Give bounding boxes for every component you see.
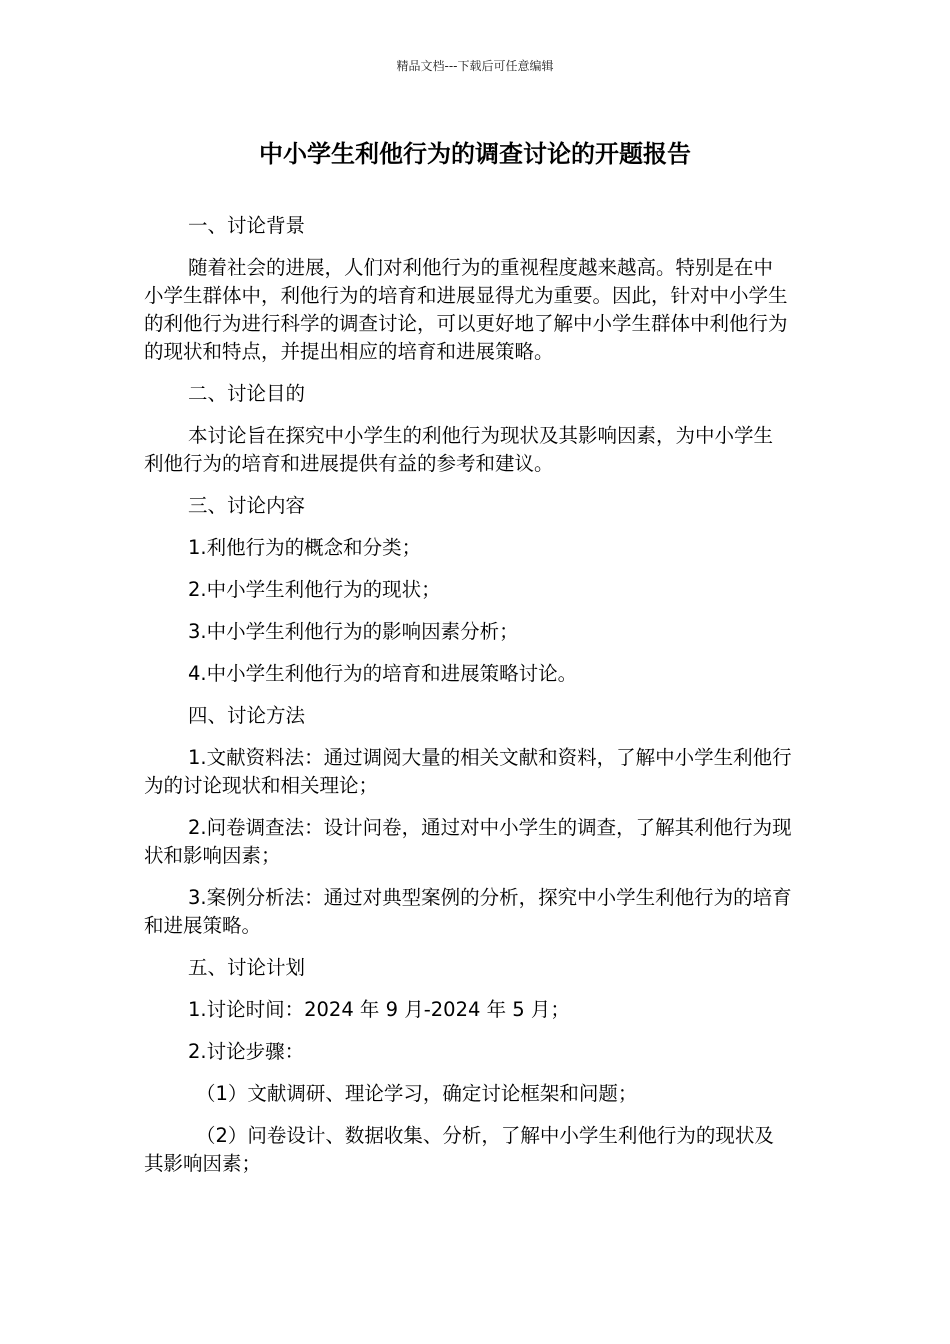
- section-heading-purpose: 二、讨论目的: [188, 382, 306, 405]
- list-item-content-1: 1.利他行为的概念和分类；: [188, 536, 422, 559]
- list-item-method-3: 3.案例分析法：通过对典型案例的分析，探究中小学生利他行为的培育和进展策略。: [144, 886, 792, 937]
- list-item-step-2: （2）问卷设计、数据收集、分析，了解中小学生利他行为的现状及其影响因素；: [144, 1124, 774, 1175]
- document-title: 中小学生利他行为的调查讨论的开题报告: [259, 140, 691, 168]
- list-item-step-1: （1）文献调研、理论学习，确定讨论框架和问题；: [196, 1082, 638, 1105]
- list-item-method-2: 2.问卷调查法：设计问卷，通过对中小学生的调查，了解其利他行为现状和影响因素；: [144, 816, 792, 867]
- list-item-plan-2: 2.讨论步骤：: [188, 1040, 305, 1063]
- paragraph-background: 随着社会的进展，人们对利他行为的重视程度越来越高。特别是在中小学生群体中，利他行为的培育和进展显得尤为重要。因此，针对中小学生的利他行为进行科学的调查讨论，可以更好地了解中小学生群体中利他行为的现状和特点，并提出相应的培育和进展策略。: [144, 256, 788, 363]
- list-item-content-2: 2.中小学生利他行为的现状；: [188, 578, 441, 601]
- section-heading-background: 一、讨论背景: [188, 214, 306, 237]
- section-heading-methods: 四、讨论方法: [188, 704, 306, 727]
- list-item-content-4: 4.中小学生利他行为的培育和进展策略讨论。: [188, 662, 578, 685]
- section-heading-content: 三、讨论内容: [188, 494, 306, 517]
- list-item-content-3: 3.中小学生利他行为的影响因素分析；: [188, 620, 519, 643]
- document-body: [144, 212, 792, 1192]
- paragraph-purpose: 本讨论旨在探究中小学生的利他行为现状及其影响因素，为中小学生利他行为的培育和进展提供有益的参考和建议。: [144, 424, 774, 475]
- list-item-method-1: 1.文献资料法：通过调阅大量的相关文献和资料，了解中小学生利他行为的讨论现状和相关理论；: [144, 746, 792, 797]
- list-item-plan-1: 1.讨论时间：2024 年 9 月-2024 年 5 月；: [188, 998, 570, 1021]
- page-header-note: 精品文档---下载后可任意编辑: [396, 59, 554, 73]
- section-heading-plan: 五、讨论计划: [188, 956, 306, 979]
